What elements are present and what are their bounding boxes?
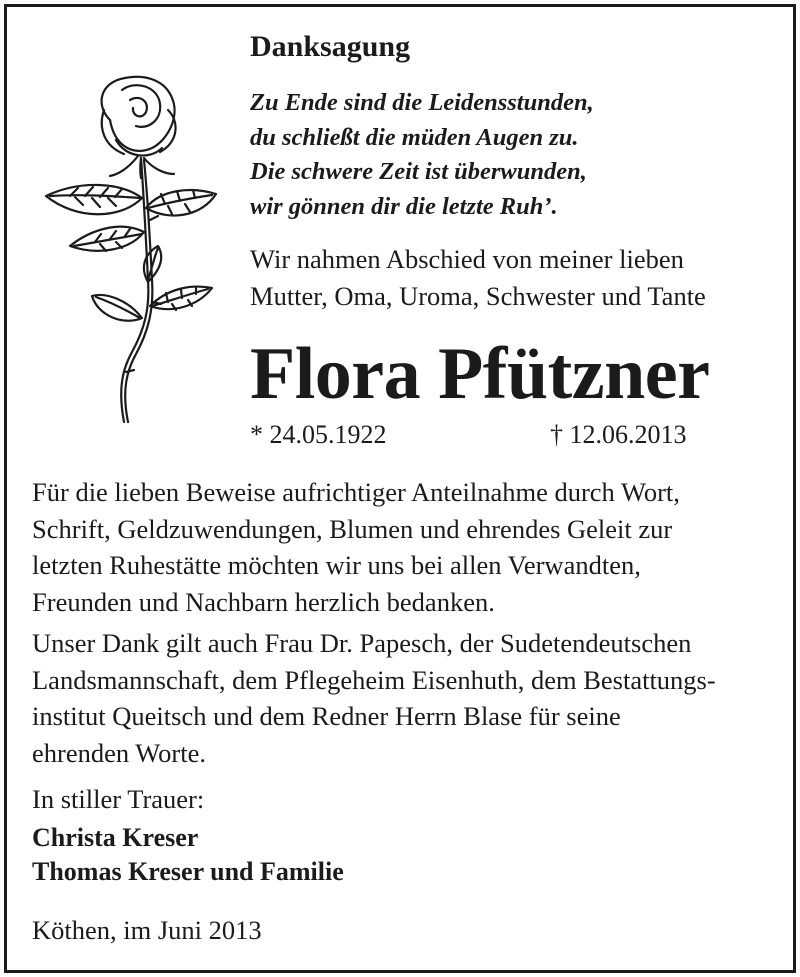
poem <box>250 86 594 224</box>
acknowledgement-paragraph <box>32 625 716 771</box>
signatory: Thomas Kreser und Familie <box>32 857 344 886</box>
paragraph-line: Unser Dank gilt auch Frau Dr. Papesch, der Sudetendeutschen <box>32 628 692 658</box>
notice-heading: Danksagung <box>250 30 411 63</box>
poem-line: Zu Ende sind die Leidensstunden, <box>250 89 594 116</box>
rose-icon <box>40 70 250 430</box>
paragraph-line: Schrift, Geldzuwendungen, Blumen und ehrendes Geleit zur <box>32 513 673 544</box>
death-date: † 12.06.2013 <box>550 420 687 449</box>
paragraph-line: Für die lieben Beweise aufrichtiger Anteilnahme durch Wort, <box>32 477 680 507</box>
mourning-line: In stiller Trauer: <box>32 784 205 814</box>
poem-line: du schließt die müden Augen zu. <box>250 123 579 151</box>
thanks-paragraph <box>32 474 680 620</box>
paragraph-line: Freunden und Nachbarn herzlich bedanken. <box>32 586 495 617</box>
paragraph-line: ehrenden Worte. <box>32 737 206 768</box>
intro-line: Wir nahmen Abschied von meiner lieben <box>250 244 684 274</box>
deceased-name: Flora Pfützner <box>250 333 710 415</box>
paragraph-line: institut Queitsch und dem Redner Herrn Blase für seine <box>32 701 621 731</box>
birth-date: * 24.05.1922 <box>250 420 387 449</box>
intro-line: Mutter, Oma, Uroma, Schwester und Tante <box>250 280 706 311</box>
paragraph-line: Landsmannschaft, dem Pflegeheim Eisenhuth, dem Bestattungs- <box>32 664 716 695</box>
paragraph-line: letzten Ruhestätte möchten wir uns bei allen Verwandten, <box>32 550 641 580</box>
place-date: Köthen, im Juni 2013 <box>32 915 262 945</box>
signatory: Christa Kreser <box>32 823 199 852</box>
intro-text <box>250 241 706 314</box>
poem-line: wir gönnen dir die letzte Ruh’. <box>250 192 558 220</box>
poem-line: Die schwere Zeit ist überwunden, <box>250 158 587 185</box>
